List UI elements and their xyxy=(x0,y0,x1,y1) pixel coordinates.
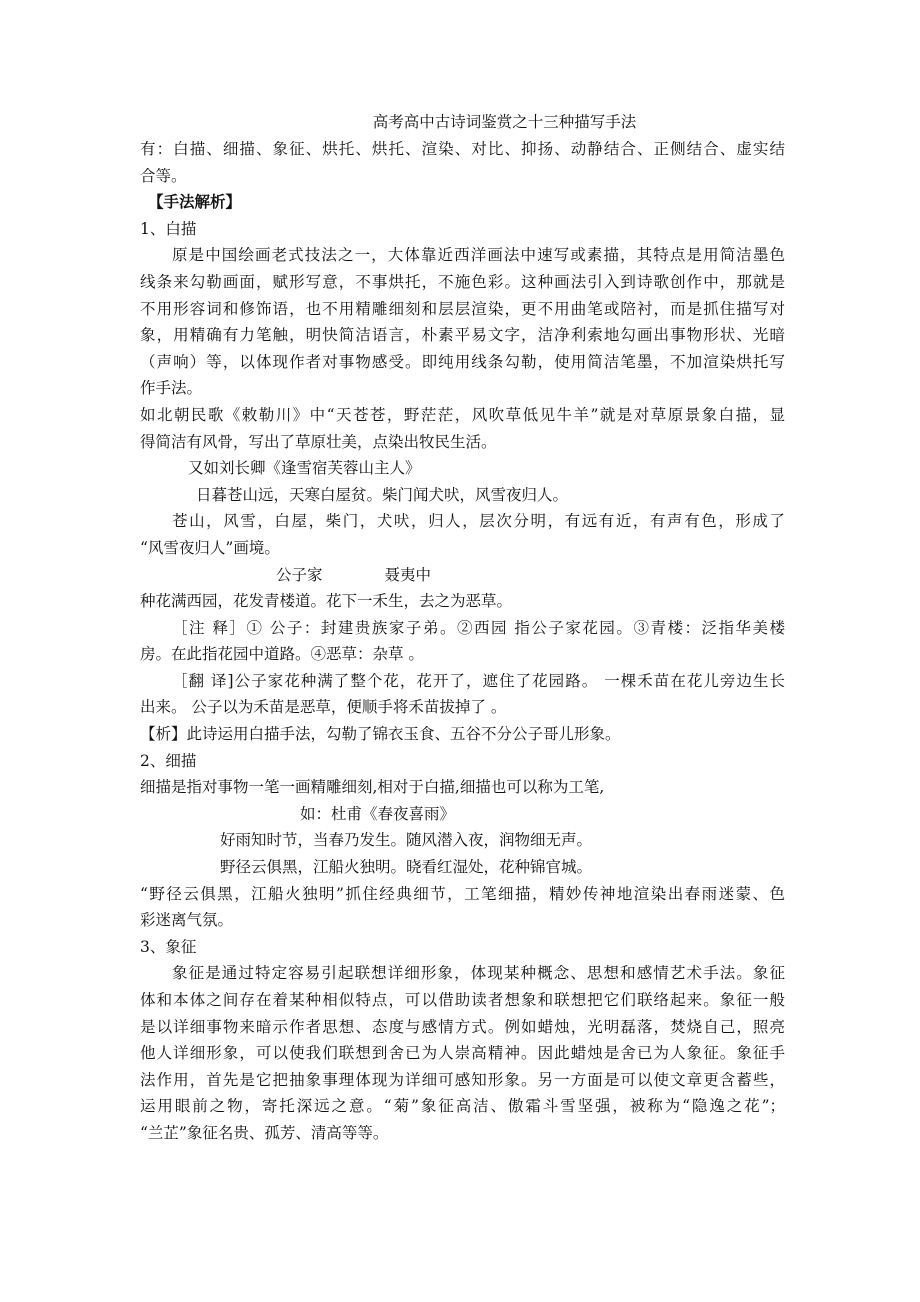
paragraph-line: “风雪夜归人”画境。 xyxy=(140,538,280,557)
paragraph-line: 细描是指对事物一笔一画精雕细刻,相对于白描,细描也可以称为工笔, xyxy=(140,778,605,797)
paragraph-line: 得简洁有风骨，写出了草原壮美，点染出牧民生活。 xyxy=(140,432,497,451)
note-line: ［注 释］① 公子：封建贵族家子弟。②西园 指公子家花园。③青楼：泛指华美楼 xyxy=(172,618,785,637)
poem-quote: 野径云俱黑，江船火独明。晓看红湿处，花种锦官城。 xyxy=(220,858,593,877)
example-intro: 如：杜甫《春夜喜雨》 xyxy=(300,804,456,823)
paragraph-line: 线条来勾勒画面，赋形写意，不事烘托，不施色彩。这种画法引入到诗歌创作中，那就是 xyxy=(140,272,785,291)
poem-quote: 好雨知时节，当春乃发生。随风潜入夜，润物细无声。 xyxy=(220,831,593,850)
poem-line: 种花满西园，花发青楼道。花下一禾生，去之为恶草。 xyxy=(140,592,513,611)
paragraph-line: 原是中国绘画老式技法之一，大体靠近西洋画法中速写或素描，其特点是用简洁墨色 xyxy=(172,246,785,265)
note-line: 房。在此指花园中道路。④恶草：杂草 。 xyxy=(140,645,424,664)
intro-line: 有：白描、细描、象征、烘托、烘托、渲染、对比、抑扬、动静结合、正侧结合、虚实结 xyxy=(140,140,785,158)
heading-ximiao: 2、细描 xyxy=(140,751,197,770)
paragraph-line: 彩迷离气氛。 xyxy=(140,911,234,930)
poem-heading xyxy=(140,562,785,589)
paragraph-line: 不用形容词和修饰语，也不用精雕细刻和层层渲染，更不用曲笔或陪衬，而是抓住描写对 xyxy=(140,299,785,318)
analysis-line: 【析】此诗运用白描手法，勾勒了锦衣玉食、五谷不分公子哥儿形象。 xyxy=(140,725,621,744)
paragraph-line: 苍山，风雪，白屋，柴门，犬吠，归人，层次分明，有远有近，有声有色，形成了 xyxy=(172,512,785,531)
paragraph-line: 象，用精确有力笔触，明快简洁语言，朴素平易文字，洁净利索地勾画出事物形状、光暗 xyxy=(140,326,785,345)
paragraph-line: “兰芷”象征名贵、孤芳、清高等等。 xyxy=(140,1123,389,1142)
document-page xyxy=(140,108,785,1147)
paragraph-line: （声响）等，以体现作者对事物感受。即纯用线条勾勒，使用简洁笔墨，不加渲染烘托写 xyxy=(140,352,785,371)
paragraph-line: 法作用，首先是它把抽象事理体现为详细可感知形象。另一方面是可以使文章更含蓄些， xyxy=(140,1070,785,1089)
poem-title: 公子家 xyxy=(276,565,323,584)
heading-baimiao: 1、白描 xyxy=(140,219,197,238)
paragraph-line: 他人详细形象，可以使我们联想到舍已为人崇高精神。因此蜡烛是舍已为人象征。象征手 xyxy=(140,1044,785,1063)
paragraph-line: 作手法。 xyxy=(140,379,203,398)
poem-quote: 日暮苍山远，天寒白屋贫。柴门闻犬吠，风雪夜归人。 xyxy=(196,485,569,504)
translation-line: ［翻 译]公子家花种满了整个花，花开了，遮住了花园路。 一棵禾苗在花儿旁边生长 xyxy=(172,671,785,690)
example-intro: 又如刘长卿《逢雪宿芙蓉山主人》 xyxy=(188,459,421,478)
paragraph-line: 运用眼前之物，寄托深远之意。“菊”象征高洁、傲霜斗雪坚强，被称为“隐逸之花”； xyxy=(140,1097,785,1116)
poem-author: 聂夷中 xyxy=(384,565,432,584)
intro-line: 合等。 xyxy=(140,166,187,185)
section-header: 【手法解析】 xyxy=(148,192,242,212)
heading-xiangzheng: 3、象征 xyxy=(140,937,197,956)
paragraph-line: “野径云俱黑，江船火独明”抓住经典细节，工笔细描，精妙传神地渲染出春雨迷蒙、色 xyxy=(140,884,785,903)
paragraph-line: 是以详细事物来暗示作者思想、态度与感情方式。例如蜡烛，光明磊落，焚烧自己，照亮 xyxy=(140,1017,785,1036)
paragraph-line: 如北朝民歌《敕勒川》中“天苍苍，野茫茫，风吹草低见牛羊”就是对草原景象白描，显 xyxy=(140,405,785,424)
paragraph-line: 象征是通过特定容易引起联想详细形象，体现某种概念、思想和感情艺术手法。象征 xyxy=(172,964,785,983)
document-title: 高考高中古诗词鉴赏之十三种描写手法 xyxy=(372,113,637,131)
paragraph-line: 体和本体之间存在着某种相似特点，可以借助读者想象和联想把它们联络起来。象征一般 xyxy=(140,991,785,1009)
translation-line: 出来。 公子以为禾苗是恶草，便顺手将禾苗拔掉了 。 xyxy=(140,698,507,717)
